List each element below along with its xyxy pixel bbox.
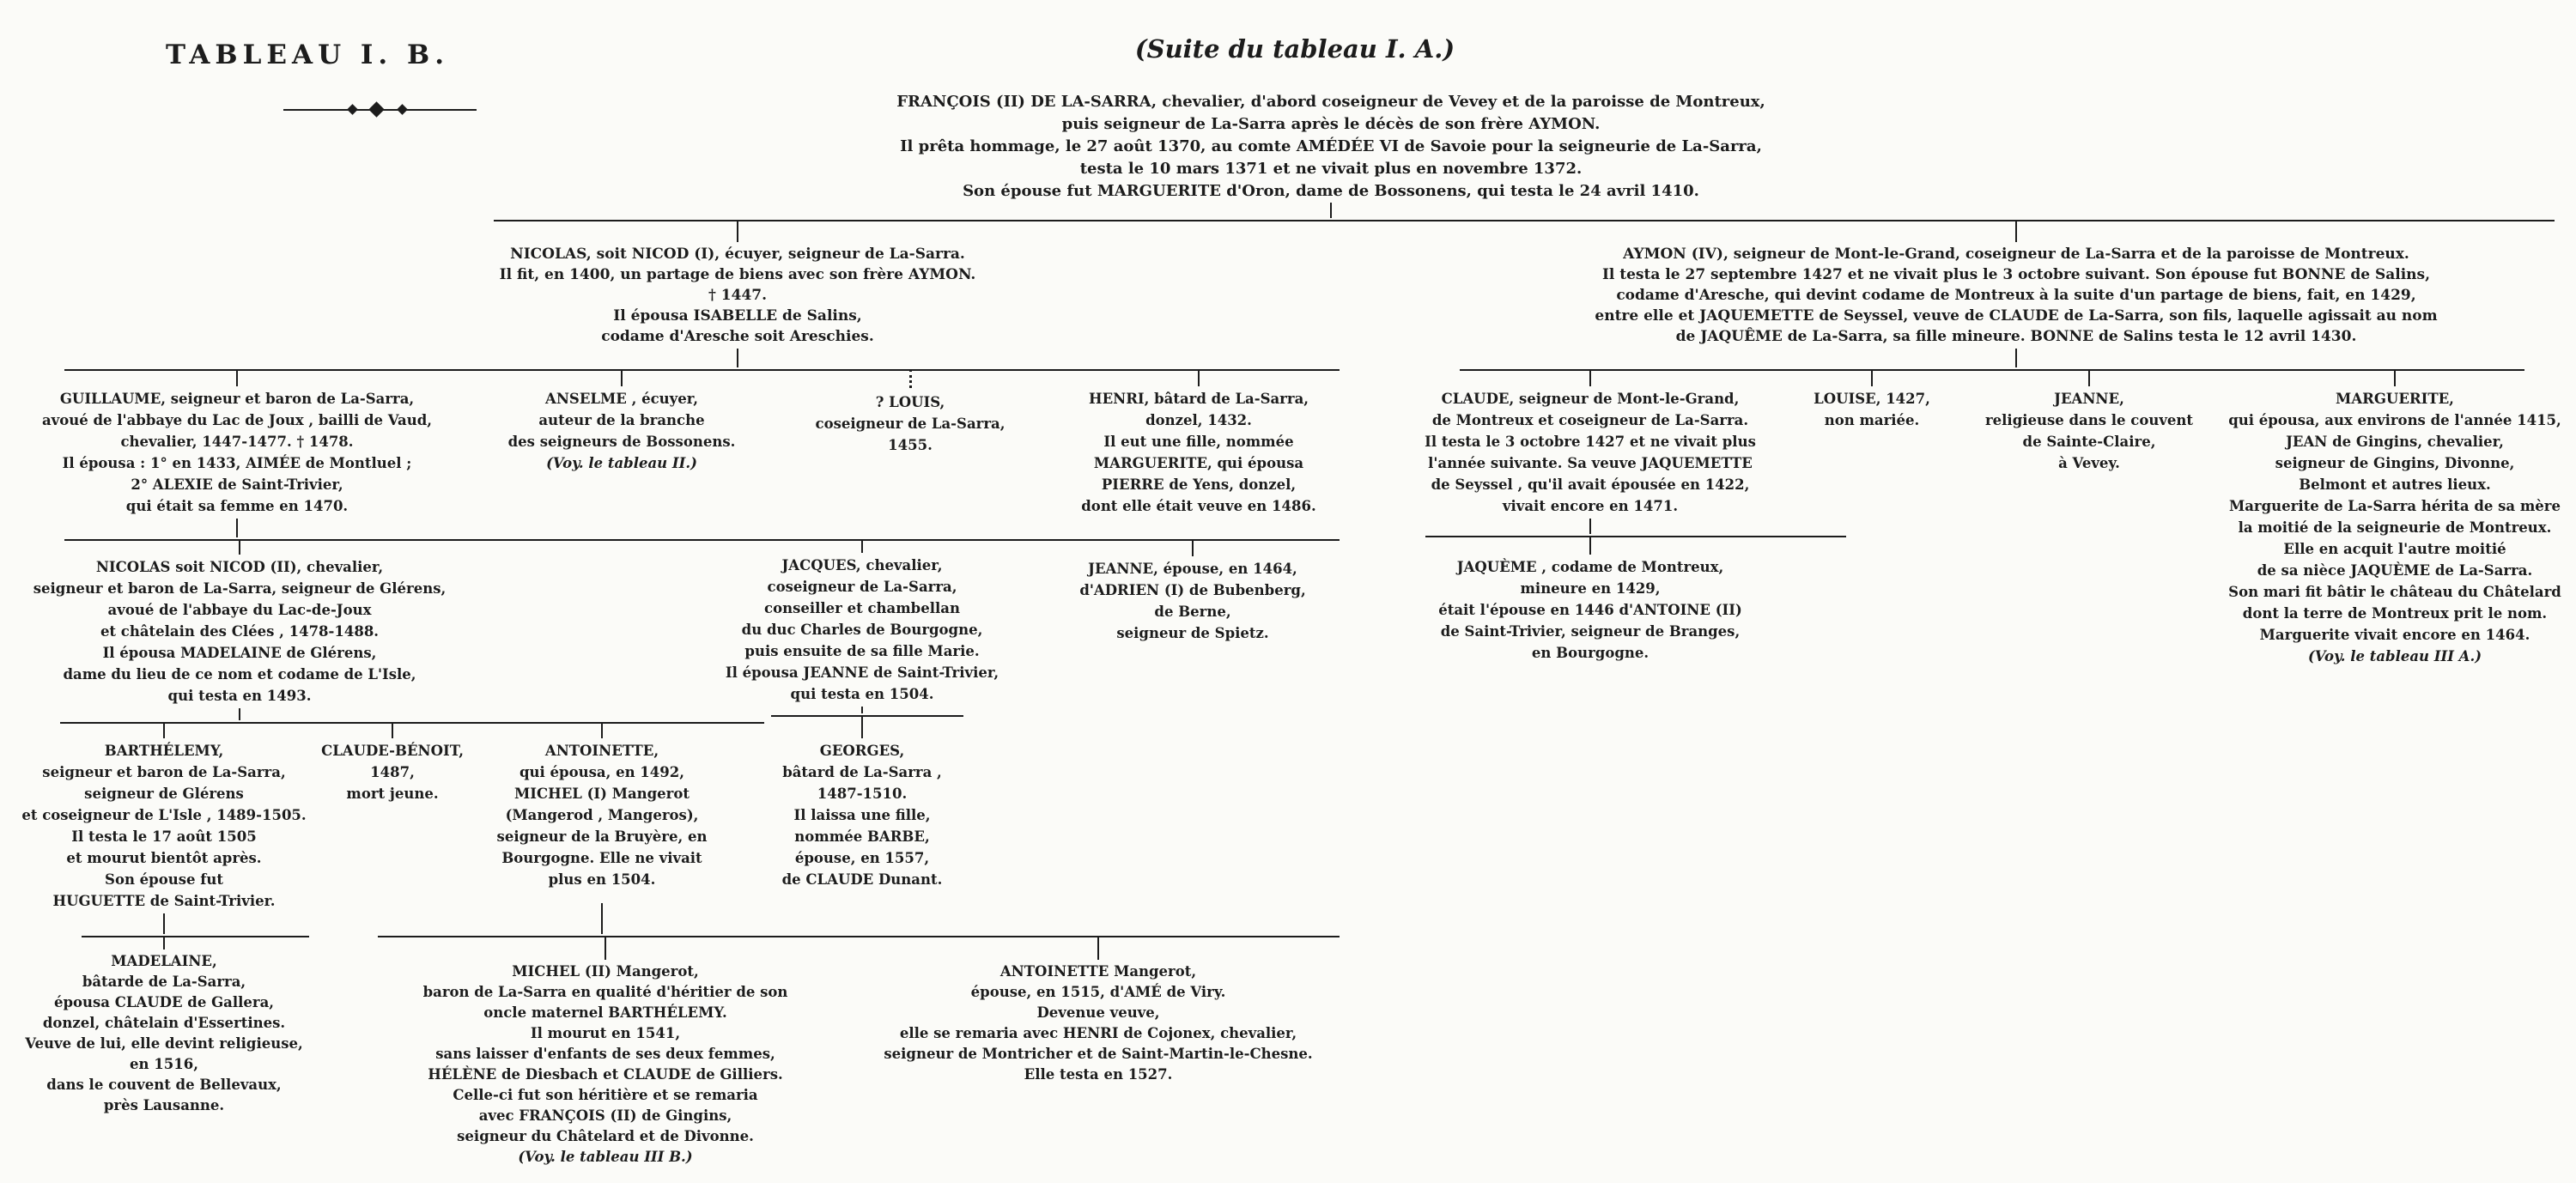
ornament-diamond-icon <box>397 104 408 115</box>
person-line: JEANNE, épouse, en 1464, <box>1088 561 1297 577</box>
connector-gen5-line <box>60 722 764 724</box>
person-line: MARGUERITE, <box>2336 391 2454 407</box>
person-line: des seigneurs de Bossonens. <box>507 434 736 450</box>
person-line: entre elle et JAQUEMETTE de Seyssel, veuve de CLAUDE de La-Sarra, son fils, laquelle agissait au nom <box>1595 307 2438 325</box>
connector-madelaine-line <box>82 936 309 937</box>
person-line: Il mourut en 1541, <box>530 1025 681 1041</box>
connector-barthelemy-top <box>163 724 165 738</box>
person-line: Il prêta hommage, le 27 août 1370, au comte AMÉDÉE VI de Savoie pour la seigneurie de La-Sarra, <box>900 137 1762 155</box>
person-antoinette <box>497 740 708 890</box>
person-line: de JAQUÊME de La-Sarra, sa fille mineure. BONNE de Salins testa le 12 avril 1430. <box>1675 328 2357 345</box>
connector-nicolas1-top <box>737 221 738 242</box>
connector-gen6-line <box>378 936 1340 937</box>
connector-antoinette-top <box>601 724 603 738</box>
connector-jaqueme-top <box>1589 537 1591 555</box>
person-michel2-mangerot <box>423 962 788 1168</box>
person-line: elle se remaria avec HENRI de Cojonex, chevalier, <box>899 1025 1297 1041</box>
connector-guillaume-top <box>236 371 238 386</box>
person-line: MICHEL (II) Mangerot, <box>512 963 699 980</box>
person-line: CLAUDE-BÉNOIT, <box>321 743 464 759</box>
person-line: avec FRANÇOIS (II) de Gingins, <box>478 1107 732 1124</box>
connector-henri-top <box>1198 371 1200 386</box>
person-line: de Seyssel , qu'il avait épousée en 1422, <box>1431 476 1750 493</box>
connector-nicolas1-bottom <box>737 349 738 367</box>
person-line: MADELAINE, <box>111 953 217 969</box>
person-line: non mariée. <box>1824 412 1920 428</box>
connector-header-drop <box>1330 203 1332 218</box>
person-line: mort jeune. <box>346 786 439 802</box>
person-line: Il testa le 3 octobre 1427 et ne vivait plus <box>1425 434 1756 450</box>
person-nicolas-nicod-1 <box>500 244 976 347</box>
person-louise <box>1814 388 1930 431</box>
person-line: bâtard de La-Sarra , <box>782 764 942 780</box>
person-claude-benoit <box>321 740 464 804</box>
person-line: oncle maternel BARTHÉLEMY. <box>483 1004 727 1021</box>
person-line: seigneur de la Bruyère, en <box>496 828 708 845</box>
person-nicolas-nicod-2 <box>33 556 447 707</box>
person-line: bâtarde de La-Sarra, <box>82 974 246 990</box>
person-line: Il fit, en 1400, un partage de biens avec son frère AYMON. <box>499 266 976 283</box>
person-jeanne <box>1985 388 2193 474</box>
person-line: et mourut bientôt après. <box>66 850 262 866</box>
person-line: seigneur de Glérens <box>84 786 244 802</box>
connector-jaqueme-line <box>1425 536 1846 537</box>
person-line: seigneur et baron de La-Sarra, seigneur de Glérens, <box>33 580 447 597</box>
person-line: Son épouse fut MARGUERITE d'Oron, dame de Bossonens, qui testa le 24 avril 1410. <box>963 182 1699 200</box>
person-line: qui épousa, en 1492, <box>519 764 684 780</box>
person-line: MICHEL (I) Mangerot <box>513 786 690 802</box>
person-line: MARGUERITE, qui épousa <box>1093 455 1304 471</box>
person-antoinette-mangerot <box>884 962 1312 1085</box>
person-line: près Lausanne. <box>103 1097 225 1113</box>
person-line: en Bourgogne. <box>1531 645 1649 661</box>
person-line: Elle testa en 1527. <box>1024 1066 1173 1083</box>
person-line: ANTOINETTE, <box>544 743 659 759</box>
person-line: Belmont et autres lieux. <box>2299 476 2491 493</box>
title-ornament <box>283 101 477 118</box>
connector-aymon-top <box>2015 221 2017 242</box>
person-line: seigneur de Spietz. <box>1116 625 1269 641</box>
person-line: coseigneur de La-Sarra, <box>815 416 1005 432</box>
person-line: Elle en acquit l'autre moitié <box>2283 541 2506 557</box>
person-line: avoué de l'abbaye du Lac de Joux , bailli de Vaud, <box>41 412 433 428</box>
person-line: qui testa en 1504. <box>790 686 934 702</box>
person-line: de sa nièce JAQUÈME de La-Sarra. <box>2257 562 2533 579</box>
person-line: Marguerite de La-Sarra hérita de sa mère <box>2228 498 2561 514</box>
person-francois <box>896 91 1765 203</box>
person-barthelemy <box>21 740 306 912</box>
person-line: seigneur et baron de La-Sarra, <box>42 764 286 780</box>
connector-guillaume-bottom <box>236 519 238 537</box>
person-line: Son épouse fut <box>105 871 223 888</box>
person-line: la moitié de la seigneurie de Montreux. <box>2238 519 2552 536</box>
person-line: Il laissa une fille, <box>793 807 931 823</box>
connector-jacques-bottom <box>861 707 863 713</box>
page-title: TABLEAU I. B. <box>166 39 450 70</box>
connector-gen3-left-line <box>64 369 1340 371</box>
person-line: nommée BARBE, <box>794 828 930 845</box>
person-line: de Sainte-Claire, <box>2022 434 2156 450</box>
person-anselme <box>508 388 736 474</box>
person-line: vivait encore en 1471. <box>1502 498 1679 514</box>
person-line: épouse, en 1515, d'AMÉ de Viry. <box>970 984 1226 1000</box>
person-line: JEAN de Gingins, chevalier, <box>2286 434 2504 450</box>
person-line: Veuve de lui, elle devint religieuse, <box>25 1035 303 1052</box>
person-line: conseiller et chambellan <box>764 600 960 616</box>
connector-georges-top <box>861 717 863 738</box>
person-line: qui épousa, aux environs de l'année 1415, <box>2228 412 2561 428</box>
connector-marguerite-top <box>2394 371 2396 386</box>
person-line: auteur de la branche <box>538 412 705 428</box>
connector-nicolas2-bottom <box>239 708 240 720</box>
person-line: 1487-1510. <box>817 786 908 802</box>
person-marguerite <box>2228 388 2561 667</box>
person-line: NICOLAS soit NICOD (II), chevalier, <box>95 559 384 575</box>
connector-barthelemy-bottom <box>163 913 165 934</box>
person-line: plus en 1504. <box>548 871 656 888</box>
person-line: à Vevey. <box>2058 455 2120 471</box>
connector-gen2-line <box>494 220 2555 221</box>
connector-antoinette-bottom <box>601 903 603 934</box>
person-line: (Voy. le tableau II.) <box>546 455 697 471</box>
connector-michel2-top <box>605 937 606 960</box>
person-line: codame d'Aresche, qui devint codame de Montreux à la suite d'un partage de biens, fait, en 1429, <box>1616 287 2416 304</box>
person-line: HÉLÈNE de Diesbach et CLAUDE de Gilliers. <box>428 1066 783 1083</box>
connector-jeanne-top <box>2088 371 2090 386</box>
person-line: qui était sa femme en 1470. <box>125 498 349 514</box>
person-line: JACQUES, chevalier, <box>781 557 943 573</box>
person-line: BARTHÉLEMY, <box>104 743 224 759</box>
person-guillaume <box>42 388 432 517</box>
person-line: CLAUDE, seigneur de Mont-le-Grand, <box>1441 391 1740 407</box>
person-jeanne-bubenberg <box>1079 558 1305 644</box>
connector-jacques-top <box>861 541 863 553</box>
person-line: de CLAUDE Dunant. <box>781 871 943 888</box>
person-line: épouse, en 1557, <box>794 850 930 866</box>
person-line: puis ensuite de sa fille Marie. <box>744 643 980 659</box>
person-line: Il épousa JEANNE de Saint-Trivier, <box>725 664 999 681</box>
ornament-diamond-icon <box>347 104 358 115</box>
person-line: Marguerite vivait encore en 1464. <box>2259 627 2530 643</box>
connector-louise-top <box>1871 371 1873 386</box>
person-jaqueme <box>1438 556 1742 664</box>
person-line: † 1447. <box>708 287 768 304</box>
person-line: LOUISE, 1427, <box>1814 391 1930 407</box>
person-line: (Mangerod , Mangeros), <box>505 807 699 823</box>
person-line: donzel, châtelain d'Essertines. <box>42 1015 286 1031</box>
connector-gen3-right-line <box>1460 369 2524 371</box>
person-aymon-4 <box>1595 244 2437 347</box>
connector-georges-line <box>771 715 963 717</box>
person-henri <box>1081 388 1315 517</box>
person-line: 2° ALEXIE de Saint-Trivier, <box>131 476 343 493</box>
person-line: Son mari fit bâtir le château du Châtelard <box>2228 584 2561 600</box>
connector-gen4-left-line <box>64 539 1340 541</box>
person-line: puis seigneur de La-Sarra après le décès de son frère AYMON. <box>1061 115 1601 133</box>
person-line: sans laisser d'enfants de ses deux femmes, <box>435 1046 775 1062</box>
person-line: testa le 10 mars 1371 et ne vivait plus en novembre 1372. <box>1079 160 1583 178</box>
person-line: Devenue veuve, <box>1036 1004 1160 1021</box>
person-claude <box>1425 388 1756 517</box>
person-line: 1455. <box>888 437 933 453</box>
person-line: (Voy. le tableau III B.) <box>518 1149 693 1165</box>
person-line: Il testa le 17 août 1505 <box>71 828 257 845</box>
person-line: ? LOUIS, <box>875 394 945 410</box>
person-line: FRANÇOIS (II) DE LA-SARRA, chevalier, d'abord coseigneur de Vevey et de la paroisse de Montreux, <box>896 93 1765 111</box>
person-line: GUILLAUME, seigneur et baron de La-Sarra, <box>59 391 415 407</box>
person-line: seigneur du Châtelard et de Divonne. <box>457 1128 754 1144</box>
person-line: GEORGES, <box>819 743 905 759</box>
person-line: religieuse dans le couvent <box>1984 412 2194 428</box>
person-line: chevalier, 1447-1477. † 1478. <box>120 434 354 450</box>
person-line: d'ADRIEN (I) de Bubenberg, <box>1079 582 1306 598</box>
person-line: Il épousa : 1° en 1433, AIMÉE de Montluel ; <box>62 455 412 471</box>
person-line: Celle-ci fut son héritière et se remaria <box>453 1087 758 1103</box>
person-line: baron de La-Sarra en qualité d'héritier de son <box>422 984 788 1000</box>
person-line: et coseigneur de L'Isle , 1489-1505. <box>21 807 307 823</box>
connector-antoinette-mangerot-top <box>1097 937 1099 960</box>
person-line: et châtelain des Clées , 1478-1488. <box>100 623 380 640</box>
person-line: ANTOINETTE Mangerot, <box>999 963 1197 980</box>
connector-anselme-top <box>621 371 623 386</box>
connector-madelaine-top <box>163 937 165 949</box>
person-line: avoué de l'abbaye du Lac-de-Joux <box>107 602 372 618</box>
connector-claude-top <box>1589 371 1591 386</box>
person-line: seigneur de Gingins, Divonne, <box>2275 455 2515 471</box>
person-line: de Berne, <box>1154 604 1231 620</box>
person-line: de Saint-Trivier, seigneur de Branges, <box>1440 623 1741 640</box>
person-line: seigneur de Montricher et de Saint-Martin-le-Chesne. <box>884 1046 1313 1062</box>
person-georges <box>782 740 943 890</box>
person-line: donzel, 1432. <box>1145 412 1252 428</box>
page-subtitle: (Suite du tableau I. A.) <box>1134 34 1455 64</box>
person-jacques <box>726 555 999 705</box>
person-line: dont la terre de Montreux prit le nom. <box>2242 605 2548 622</box>
person-line: dont elle était veuve en 1486. <box>1081 498 1316 514</box>
person-louis <box>816 391 1005 456</box>
connector-claude-bottom <box>1589 519 1591 534</box>
person-madelaine <box>25 951 303 1116</box>
person-line: Il épousa MADELAINE de Glérens, <box>102 645 377 661</box>
person-line: l'année suivante. Sa veuve JAQUEMETTE <box>1428 455 1753 471</box>
person-line: JEANNE, <box>2054 391 2124 407</box>
person-line: coseigneur de La-Sarra, <box>767 579 957 595</box>
person-line: épousa CLAUDE de Gallera, <box>53 994 275 1010</box>
person-line: ANSELME , écuyer, <box>545 391 698 407</box>
person-line: Il épousa ISABELLE de Salins, <box>613 307 862 325</box>
connector-nicolas2-top <box>239 541 240 555</box>
person-line: dame du lieu de ce nom et codame de L'Isle, <box>63 666 416 682</box>
person-line: PIERRE de Yens, donzel, <box>1101 476 1297 493</box>
person-line: Il eut une fille, nommée <box>1103 434 1294 450</box>
person-line: (Voy. le tableau III A.) <box>2307 648 2482 664</box>
ornament-star-icon <box>368 101 384 117</box>
person-line: AYMON (IV), seigneur de Mont-le-Grand, coseigneur de La-Sarra et de la paroisse de Montreux. <box>1623 246 2409 263</box>
person-line: Il testa le 27 septembre 1427 et ne vivait plus le 3 octobre suivant. Son épouse fut BONNE de Salins, <box>1601 266 2431 283</box>
connector-jeanne-bubenberg-top <box>1192 541 1194 556</box>
person-line: HUGUETTE de Saint-Trivier. <box>52 893 276 909</box>
person-line: mineure en 1429, <box>1520 580 1661 597</box>
person-line: JAQUÈME , codame de Montreux, <box>1456 559 1724 575</box>
person-line: NICOLAS, soit NICOD (I), écuyer, seigneur de La-Sarra. <box>510 246 965 263</box>
person-line: Bourgogne. Elle ne vivait <box>501 850 702 866</box>
person-line: de Montreux et coseigneur de La-Sarra. <box>1431 412 1749 428</box>
person-line: codame d'Aresche soit Areschies. <box>601 328 874 345</box>
person-line: du duc Charles de Bourgogne, <box>741 622 983 638</box>
person-line: dans le couvent de Bellevaux, <box>46 1077 282 1093</box>
person-line: en 1516, <box>130 1056 198 1072</box>
person-line: 1487, <box>370 764 415 780</box>
connector-claude-benoit-top <box>392 724 393 738</box>
person-line: qui testa en 1493. <box>167 688 312 704</box>
connector-louis-dotted <box>909 369 912 388</box>
person-line: HENRI, bâtard de La-Sarra, <box>1088 391 1309 407</box>
person-line: était l'épouse en 1446 d'ANTOINE (II) <box>1438 602 1742 618</box>
connector-aymon-bottom <box>2015 349 2017 367</box>
